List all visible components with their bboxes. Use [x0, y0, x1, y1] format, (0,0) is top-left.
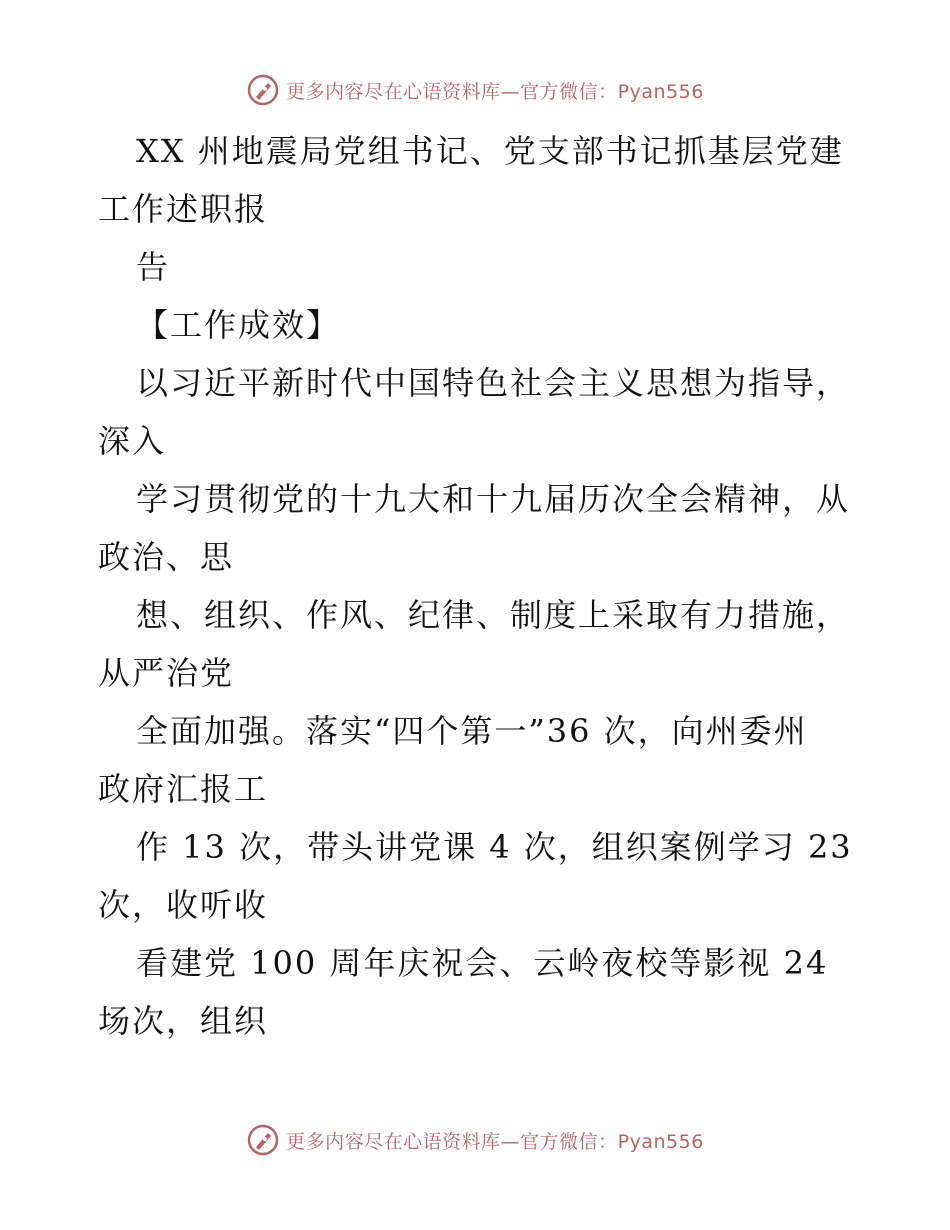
- paragraph-line: 次，收听收: [98, 886, 269, 924]
- fountain-pen-logo-icon: [246, 73, 280, 107]
- paragraph-line: 作 13 次，带头讲党课 4 次，组织案例学习 23: [136, 828, 853, 866]
- paragraph-line: 场次，组织: [98, 1002, 269, 1040]
- watermark-banner-top: [0, 70, 950, 110]
- paragraph-line: 深入: [98, 422, 167, 460]
- section-heading: 【工作成效】: [136, 306, 341, 344]
- fountain-pen-logo-icon: [246, 1123, 280, 1157]
- paragraph-line: 政府汇报工: [98, 770, 269, 808]
- paragraph-line: 学习贯彻党的十九大和十九届历次全会精神，从: [136, 480, 851, 518]
- title-line: XX 州地震局党组书记、党支部书记抓基层党建: [136, 132, 844, 170]
- paragraph-line: 政治、思: [98, 538, 235, 576]
- title-line: 工作述职报: [98, 190, 269, 228]
- paragraph-line: 看建党 100 周年庆祝会、云岭夜校等影视 24: [136, 944, 829, 982]
- watermark-banner-bottom: [0, 1120, 950, 1160]
- paragraph-line: 想、组织、作风、纪律、制度上采取有力措施，: [136, 596, 851, 634]
- watermark-text: 更多内容尽在心语资料库—官方微信：Pyan556: [286, 80, 704, 103]
- paragraph-line: 从严治党: [98, 654, 235, 692]
- watermark-text: 更多内容尽在心语资料库—官方微信：Pyan556: [286, 1130, 704, 1153]
- paragraph-line: 全面加强。落实“四个第一”36 次，向州委州: [136, 712, 808, 750]
- paragraph-line: 以习近平新时代中国特色社会主义思想为指导，: [136, 364, 851, 402]
- title-line: 告: [136, 248, 171, 286]
- document-body: [98, 122, 868, 1050]
